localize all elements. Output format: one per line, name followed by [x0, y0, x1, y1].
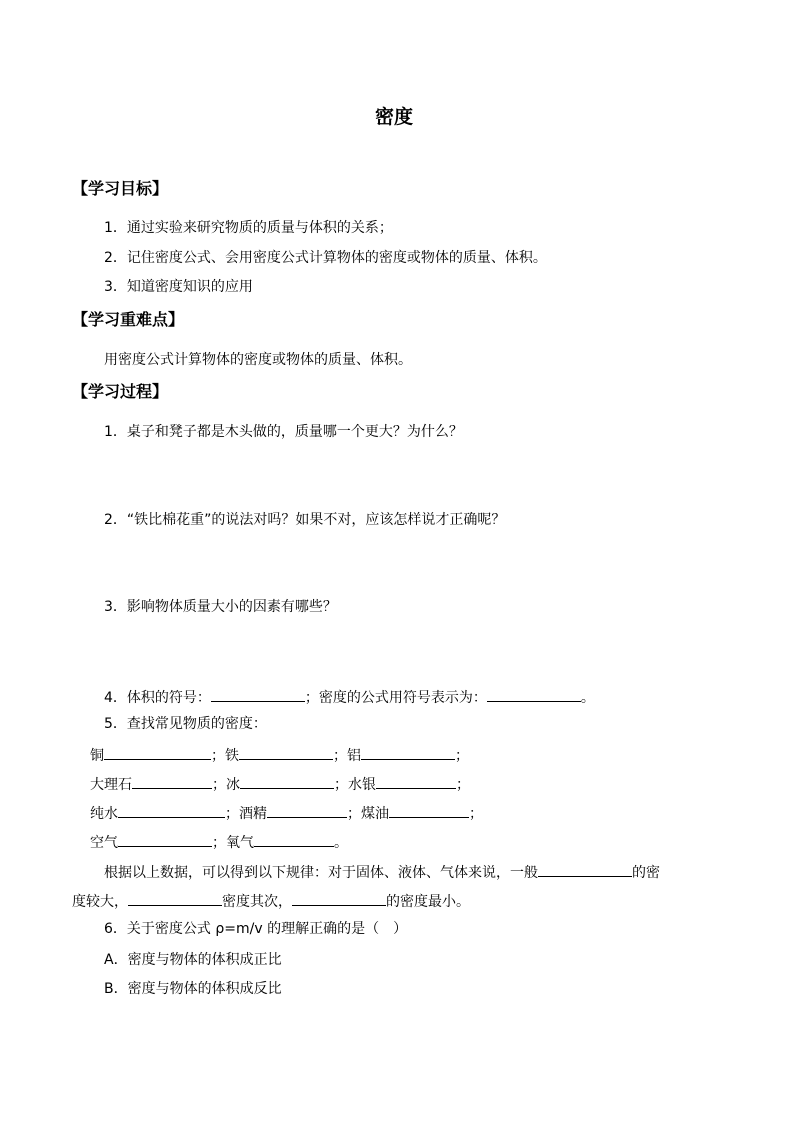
substance-label: ；酒精 [225, 806, 267, 822]
density-row [90, 773, 470, 795]
density-row [90, 831, 348, 853]
rule-text: 度较大， [72, 894, 128, 910]
answer-blank[interactable] [132, 773, 212, 789]
question-4-text: 4．体积的符号： [104, 690, 211, 706]
answer-blank[interactable] [292, 890, 386, 906]
choice-option-a[interactable]: A．密度与物体的体积成正比 [104, 952, 282, 968]
question-4 [104, 686, 595, 708]
substance-label: ； [455, 748, 469, 764]
question-5: 5．查找常见物质的密度： [104, 716, 267, 732]
answer-blank[interactable] [254, 831, 334, 847]
substance-label: ； [456, 777, 470, 793]
question-4-text: ；密度的公式用符号表示为： [304, 690, 487, 706]
question-1: 1．桌子和凳子都是木头做的，质量哪一个更大？为什么？ [104, 424, 463, 440]
substance-label: ；氧气 [212, 835, 254, 851]
density-row [90, 802, 483, 824]
density-row [90, 744, 469, 766]
answer-blank[interactable] [104, 744, 211, 760]
substance-label: ； [469, 806, 483, 822]
rule-line-2 [72, 890, 470, 912]
answer-blank[interactable] [267, 802, 347, 818]
answer-blank[interactable] [538, 861, 632, 877]
answer-blank[interactable] [118, 831, 212, 847]
question-4-text: 。 [580, 690, 595, 706]
rule-text: 的密 [632, 865, 660, 881]
section-heading-key-points: 【学习重难点】 [72, 310, 185, 329]
goal-item: 1．通过实验来研究物质的质量与体积的关系； [104, 220, 393, 236]
substance-label: ；冰 [212, 777, 240, 793]
goal-item: 2．记住密度公式、会用密度公式计算物体的密度或物体的质量、体积。 [104, 250, 547, 266]
answer-blank[interactable] [211, 686, 305, 702]
substance-label: 。 [334, 835, 348, 851]
rule-text: 密度其次， [222, 894, 292, 910]
answer-blank[interactable] [118, 802, 225, 818]
substance-label: ；水银 [334, 777, 376, 793]
answer-blank[interactable] [487, 686, 581, 702]
substance-label: ；煤油 [347, 806, 389, 822]
section-heading-process: 【学习过程】 [72, 382, 169, 401]
question-3: 3．影响物体质量大小的因素有哪些？ [104, 599, 337, 615]
answer-blank[interactable] [361, 744, 455, 760]
substance-label: 大理石 [90, 777, 132, 793]
rule-text: 根据以上数据，可以得到以下规律：对于固体、液体、气体来说，一般 [104, 865, 538, 881]
question-2: 2．“铁比棉花重”的说法对吗？如果不对，应该怎样说才正确呢？ [104, 512, 506, 528]
answer-blank[interactable] [240, 773, 334, 789]
rule-text: 的密度最小。 [386, 894, 470, 910]
rule-line-1 [104, 861, 660, 883]
choice-option-b[interactable]: B．密度与物体的体积成反比 [104, 981, 282, 997]
key-points-text: 用密度公式计算物体的密度或物体的质量、体积。 [104, 352, 412, 368]
answer-blank[interactable] [128, 890, 222, 906]
answer-blank[interactable] [389, 802, 469, 818]
page-title: 密度 [375, 106, 414, 128]
substance-label: ；铝 [333, 748, 361, 764]
goal-item: 3．知道密度知识的应用 [104, 279, 253, 295]
answer-blank[interactable] [376, 773, 456, 789]
substance-label: 铜 [90, 748, 104, 764]
section-heading-goals: 【学习目标】 [72, 179, 169, 198]
substance-label: 纯水 [90, 806, 118, 822]
question-6: 6．关于密度公式 ρ=m/v 的理解正确的是（ ） [104, 921, 408, 937]
answer-blank[interactable] [239, 744, 333, 760]
substance-label: ；铁 [211, 748, 239, 764]
substance-label: 空气 [90, 835, 118, 851]
